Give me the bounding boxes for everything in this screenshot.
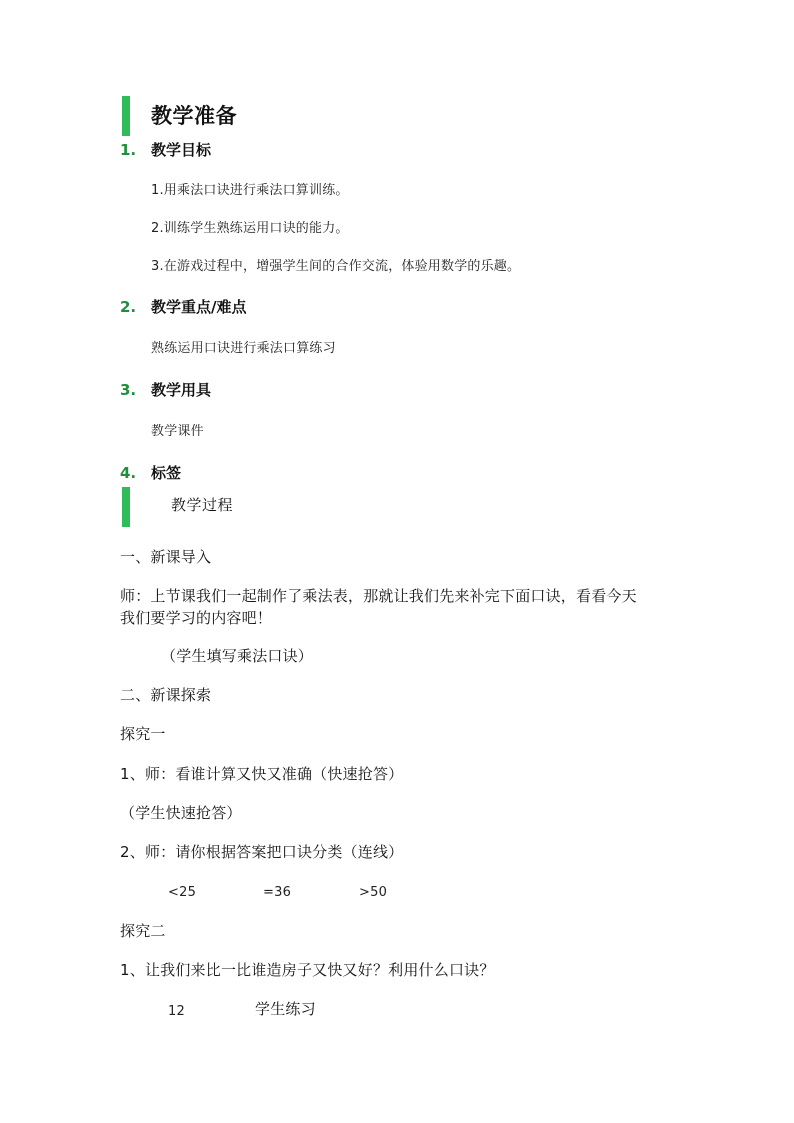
- key-points-number: 2.: [120, 298, 137, 316]
- tags-title: 标签: [151, 464, 182, 482]
- teaching-preparation-accent-bar: [122, 96, 130, 136]
- teaching-preparation-title: 教学准备: [151, 104, 237, 128]
- teaching-tools-text: 教学课件: [151, 424, 204, 439]
- student-answer-text: （学生快速抢答）: [120, 804, 242, 822]
- number-12: 12: [168, 1004, 185, 1019]
- explore-one-heading: 探究一: [120, 725, 166, 743]
- task-one-text: 1、师：看谁计算又快又准确（快速抢答）: [120, 765, 404, 783]
- teaching-tools-number: 3.: [120, 381, 137, 399]
- objective-item-3: 3.在游戏过程中，增强学生间的合作交流，体验用数学的乐趣。: [151, 259, 521, 274]
- objectives-title: 教学目标: [151, 141, 212, 159]
- objective-item-1: 1.用乘法口诀进行乘法口算训练。: [151, 183, 349, 198]
- intro-heading: 一、新课导入: [120, 548, 212, 566]
- teaching-process-title: 教学过程: [171, 496, 234, 514]
- category-equal-36: =36: [263, 885, 292, 900]
- teaching-process-accent-bar: [122, 487, 130, 527]
- key-points-text: 熟练运用口诀进行乘法口算练习: [151, 341, 336, 356]
- teacher-intro-line-2: 我们要学习的内容吧！: [120, 609, 273, 627]
- category-greater-than-50: >50: [359, 885, 388, 900]
- student-practice-text: 学生练习: [255, 1000, 316, 1018]
- key-points-title: 教学重点/难点: [151, 298, 247, 316]
- task-two-text: 2、师：请你根据答案把口诀分类（连线）: [120, 843, 404, 861]
- teacher-intro-line-1: 师：上节课我们一起制作了乘法表，那就让我们先来补完下面口诀，看看今天: [120, 587, 637, 605]
- student-fill-text: （学生填写乘法口诀）: [161, 647, 314, 665]
- teaching-tools-title: 教学用具: [151, 381, 212, 399]
- explore-two-heading: 探究二: [120, 922, 166, 940]
- objective-item-2: 2.训练学生熟练运用口诀的能力。: [151, 221, 349, 236]
- house-question-text: 1、让我们来比一比谁造房子又快又好？利用什么口诀？: [120, 961, 495, 979]
- category-less-than-25: <25: [168, 885, 197, 900]
- objectives-number: 1.: [120, 141, 137, 159]
- tags-number: 4.: [120, 464, 137, 482]
- explore-heading: 二、新课探索: [120, 686, 212, 704]
